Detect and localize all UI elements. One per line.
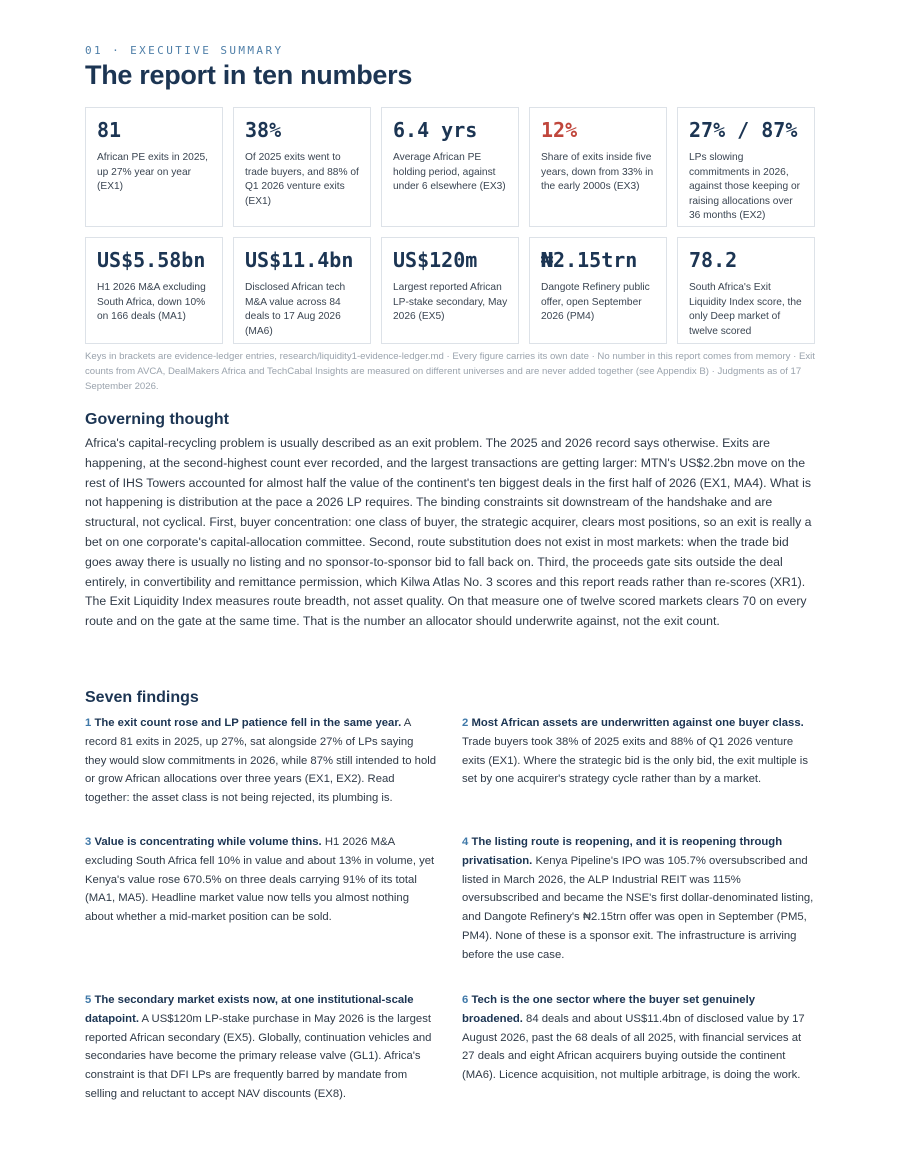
number-card <box>529 237 667 344</box>
finding-lead: The secondary market exists now, at one institutional-scale datapoint. <box>85 994 414 1025</box>
number-description: Average African PE holding period, against under 6 elsewhere (EX3) <box>393 152 506 192</box>
finding-item <box>462 991 814 1085</box>
number-value: 27% / 87% <box>689 118 798 142</box>
number-description: Of 2025 exits went to trade buyers, and 88% of Q1 2026 venture exits (EX1) <box>245 152 359 207</box>
governing-thought-heading: Governing thought <box>85 411 229 428</box>
finding-body: A record 81 exits in 2025, up 27%, sat alongside 27% of LPs saying they would slow commitments in 2026, while 87% still intended to hold or grow African allocations over three years (EX1, EX2). Read together: the asset class is not being rejected, its plumbing is. <box>85 717 437 805</box>
governing-thought-body: Africa's capital-recycling problem is usually described as an exit problem. The 2025 and 2026 record says otherwise. Exits are happening, at the second-highest count ever recorded, and the largest transactions are getting larger: MTN's US$2.2bn move on the rest of IHS Towers accounted for almost half the value of the continent's ten biggest deals in the first half of 2026 (EX1, MA4). What is not happening is distribution at the pace a 2026 LP requires. The binding constraints sit downstream of the handshake and are structural, not cyclical. First, buyer concentration: one class of buyer, the strategic acquirer, clears most positions, so an exit is really a bet on one corporate's capital-allocation committee. Second, route substitution does not exist in most markets: when the trade bid goes away there is usually no listing and no sponsor-to-sponsor bid to fall back on. Third, the proceeds gate sits outside the deal entirely, in convertibility and remittance permission, which Kilwa Atlas No. 3 scores and this report reads rather than re-scores (XR1). The Exit Liquidity Index measures route breadth, not asset quality. On that measure one of twelve scored markets clears 70 on every route and on the gate at the same time. That is the number an allocator should underwrite against, not the exit count. <box>85 436 812 629</box>
finding-number: 6 <box>462 994 469 1006</box>
finding-item <box>462 714 814 789</box>
finding-lead: Tech is the one sector where the buyer set genuinely broadened. <box>462 994 755 1025</box>
number-description: South Africa's Exit Liquidity Index score, the only Deep market of twelve scored <box>689 282 802 337</box>
number-card <box>677 107 815 227</box>
finding-number: 3 <box>85 836 92 848</box>
finding-item <box>462 833 814 965</box>
number-value: 78.2 <box>689 248 738 272</box>
finding-body: 84 deals and about US$11.4bn of disclosed value by 17 August 2026, past the 68 deals of all 2025, with financial services at 27 deals and eight African acquirers buying outside the continent (MA6). Licence acquisition, not multiple arbitrage, is doing the work. <box>462 1012 805 1082</box>
finding-body: Kenya Pipeline's IPO was 105.7% oversubscribed and listed in March 2026, the ALP Industrial REIT was 115% oversubscribed and became the NSE's first dollar-denominated listing, and Dangote Refinery's ₦2.15trn offer was open in September (PM5, PM4). None of these is a sponsor exit. The infrastructure is arriving before the use case. <box>462 854 814 961</box>
number-card <box>529 107 667 227</box>
finding-lead: Most African assets are underwritten against one buyer class. <box>471 717 804 729</box>
number-card <box>233 237 371 344</box>
number-value: US$120m <box>393 248 478 272</box>
finding-lead: Value is concentrating while volume thins. <box>94 836 322 848</box>
number-description: LPs slowing commitments in 2026, against those keeping or raising allocations over 36 months (EX2) <box>689 152 801 221</box>
number-description: African PE exits in 2025, up 27% year on year (EX1) <box>97 152 208 192</box>
number-value-highlight: 12% <box>541 118 578 142</box>
finding-number: 1 <box>85 717 92 729</box>
number-description: Dangote Refinery public offer, open September 2026 (PM4) <box>541 282 650 322</box>
finding-item <box>85 991 437 1104</box>
number-card <box>381 237 519 344</box>
seven-findings-heading: Seven findings <box>85 689 199 706</box>
finding-body: Trade buyers took 38% of 2025 exits and 88% of Q1 2026 venture exits (EX1). Where the strategic bid is the only bid, the exit multiple is set by one acquirer's strategy cycle rather than by a market. <box>462 735 808 786</box>
number-value: US$5.58bn <box>97 248 206 272</box>
finding-number: 5 <box>85 994 92 1006</box>
finding-lead: The listing route is reopening, and it is reopening through privatisation. <box>462 836 783 867</box>
number-value: US$11.4bn <box>245 248 354 272</box>
number-card <box>233 107 371 227</box>
number-description: Disclosed African tech M&A value across 84 deals to 17 Aug 2026 (MA6) <box>245 282 346 337</box>
number-value: ₦2.15trn <box>541 248 638 272</box>
evidence-keys-note: Keys in brackets are evidence-ledger entries, research/liquidity1-evidence-ledger.md · Every figure carries its own date · No number in this report comes from memory · Exit counts from AVCA, DealMakers Africa and TechCabal Insights are measured on different universes and are never added together (see Appendix B) · Judgments as of 17 September 2026. <box>85 351 815 392</box>
number-description: Largest reported African LP-stake secondary, May 2026 (EX5) <box>393 282 508 322</box>
number-value: 81 <box>97 118 122 142</box>
number-value: 6.4 yrs <box>393 118 478 142</box>
page-title: The report in ten numbers <box>85 60 413 90</box>
finding-item <box>85 714 437 808</box>
finding-body: H1 2026 M&A excluding South Africa fell 10% in value and about 13% in volume, yet Kenya's value rose 670.5% on three deals carrying 91% of its total (MA1, MA5). Headline market value now tells you almost nothing about whether a mid-market position can be sold. <box>85 836 435 924</box>
finding-item <box>85 833 437 927</box>
number-card <box>677 237 815 344</box>
number-description: Share of exits inside five years, down from 33% in the early 2000s (EX3) <box>541 152 654 192</box>
number-card <box>85 107 223 227</box>
number-card <box>85 237 223 344</box>
finding-body: A US$120m LP-stake purchase in May 2026 is the largest reported African secondary (EX5). Globally, continuation vehicles and secondaries have become the primary release valve (GL1). Africa's constraint is that DFI LPs are frequently barred by mandate from selling and reluctant to accept NAV discounts (EX8). <box>85 1012 432 1100</box>
number-description: H1 2026 M&A excluding South Africa, down 10% on 166 deals (MA1) <box>97 282 206 322</box>
key-numbers-grid <box>85 107 815 344</box>
section-eyebrow: 01 · EXECUTIVE SUMMARY <box>85 44 284 57</box>
finding-number: 4 <box>462 836 469 848</box>
finding-number: 2 <box>462 717 469 729</box>
number-card <box>381 107 519 227</box>
number-value: 38% <box>245 118 282 142</box>
finding-lead: The exit count rose and LP patience fell in the same year. <box>94 717 402 729</box>
